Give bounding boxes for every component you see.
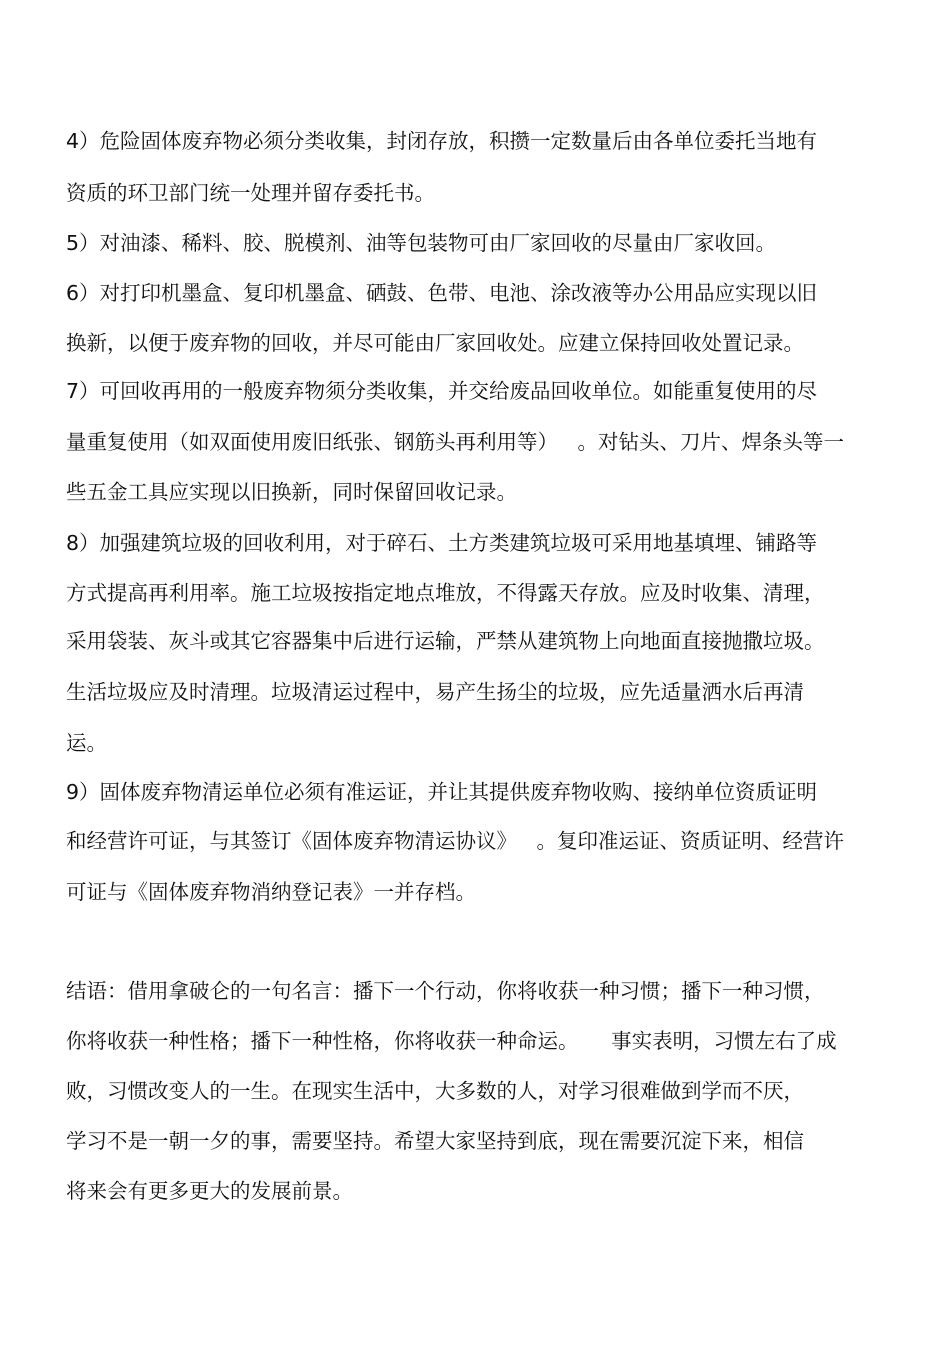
paragraph-9-line-3: 可证与《固体废弃物消纳登记表》一并存档。 <box>66 880 476 904</box>
conclusion-line-2: 你将收获一种性格；播下一种性格，你将收获一种命运。 事实表明，习惯左右了成 <box>66 1029 837 1053</box>
paragraph-6-line-1: 6）对打印机墨盒、复印机墨盒、硒鼓、色带、电池、涂改液等办公用品应实现以旧 <box>66 281 818 305</box>
paragraph-8-line-3: 采用袋装、灰斗或其它容器集中后进行运输，严禁从建筑物上向地面直接抛撒垃圾。 <box>66 629 825 653</box>
paragraph-4-line-1: 4）危险固体废弃物必须分类收集，封闭存放，积攒一定数量后由各单位委托当地有 <box>66 129 818 153</box>
conclusion-line-1: 结语：借用拿破仑的一句名言：播下一个行动，你将收获一种习惯；播下一种习惯， <box>66 979 825 1003</box>
paragraph-9-line-1: 9）固体废弃物清运单位必须有准运证，并让其提供废弃物收购、接纳单位资质证明 <box>66 780 818 804</box>
paragraph-8-line-5: 运。 <box>66 731 107 755</box>
paragraph-9-line-2: 和经营许可证，与其签订《固体废弃物清运协议》 。复印准运证、资质证明、经营许 <box>66 829 845 853</box>
conclusion-line-3: 败，习惯改变人的一生。在现实生活中，大多数的人，对学习很难做到学而不厌， <box>66 1079 804 1103</box>
paragraph-8-line-4: 生活垃圾应及时清理。垃圾清运过程中，易产生扬尘的垃圾，应先适量洒水后再清 <box>66 680 804 704</box>
paragraph-7-line-1: 7）可回收再用的一般废弃物须分类收集，并交给废品回收单位。如能重复使用的尽 <box>66 379 818 403</box>
paragraph-7-line-3: 些五金工具应实现以旧换新，同时保留回收记录。 <box>66 480 517 504</box>
paragraph-7-line-2: 量重复使用（如双面使用废旧纸张、钢筋头再利用等） 。对钻头、刀片、焊条头等一 <box>66 430 845 454</box>
paragraph-4-line-2: 资质的环卫部门统一处理并留存委托书。 <box>66 181 435 205</box>
paragraph-8-line-1: 8）加强建筑垃圾的回收利用，对于碎石、土方类建筑垃圾可采用地基填埋、铺路等 <box>66 531 818 555</box>
conclusion-line-5: 将来会有更多更大的发展前景。 <box>66 1179 353 1203</box>
paragraph-6-line-2: 换新，以便于废弃物的回收，并尽可能由厂家回收处。应建立保持回收处置记录。 <box>66 331 804 355</box>
conclusion-line-4: 学习不是一朝一夕的事，需要坚持。希望大家坚持到底，现在需要沉淀下来，相信 <box>66 1129 804 1153</box>
paragraph-5-line-1: 5）对油漆、稀料、胶、脱模剂、油等包装物可由厂家回收的尽量由厂家收回。 <box>66 231 777 255</box>
paragraph-8-line-2: 方式提高再利用率。施工垃圾按指定地点堆放，不得露天存放。应及时收集、清理， <box>66 581 825 605</box>
